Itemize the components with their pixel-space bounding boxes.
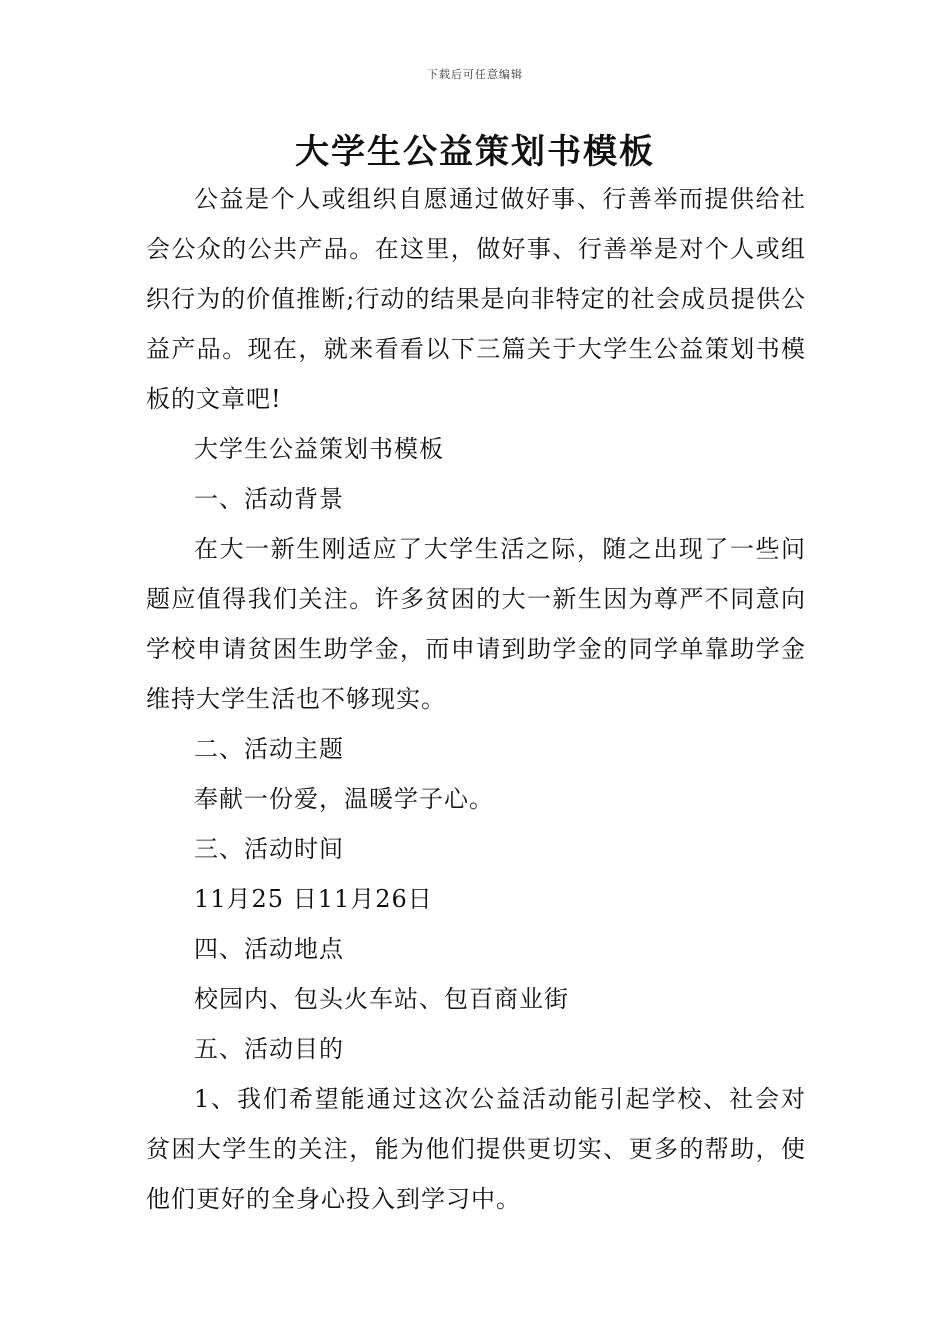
intro-paragraph: 公益是个人或组织自愿通过做好事、行善举而提供给社会公众的公共产品。在这里，做好事、行善举是对个人或组织行为的价值推断;行动的结果是向非特定的社会成员提供公益产品。现在，就来看看以下三篇关于大学生公益策划书模板的文章吧! xyxy=(146,185,806,413)
header-note: 下载后可任意编辑 xyxy=(427,68,523,81)
background-paragraph: 在大一新生刚适应了大学生活之际，随之出现了一些问题应值得我们关注。许多贫困的大一新生因为尊严不同意向学校申请贫困生助学金，而申请到助学金的同学单靠助学金维持大学生活也不够现实。 xyxy=(146,535,806,713)
section-heading-location: 四、活动地点 xyxy=(194,935,344,963)
section-heading-time: 三、活动时间 xyxy=(194,835,344,863)
location-paragraph: 校园内、包头火车站、包百商业街 xyxy=(194,985,569,1013)
subtitle-paragraph: 大学生公益策划书模板 xyxy=(194,435,444,463)
section-heading-purpose: 五、活动目的 xyxy=(194,1035,344,1063)
purpose-paragraph: 1、我们希望能通过这次公益活动能引起学校、社会对贫困大学生的关注，能为他们提供更切实、更多的帮助，使他们更好的全身心投入到学习中。 xyxy=(146,1085,806,1213)
document-title: 大学生公益策划书模板 xyxy=(295,132,655,172)
theme-paragraph: 奉献一份爱，温暖学子心。 xyxy=(194,785,494,813)
document-body xyxy=(146,174,806,1224)
time-paragraph: 11月25 日11月26日 xyxy=(194,885,433,913)
section-heading-background: 一、活动背景 xyxy=(194,485,344,513)
section-heading-theme: 二、活动主题 xyxy=(194,735,344,763)
